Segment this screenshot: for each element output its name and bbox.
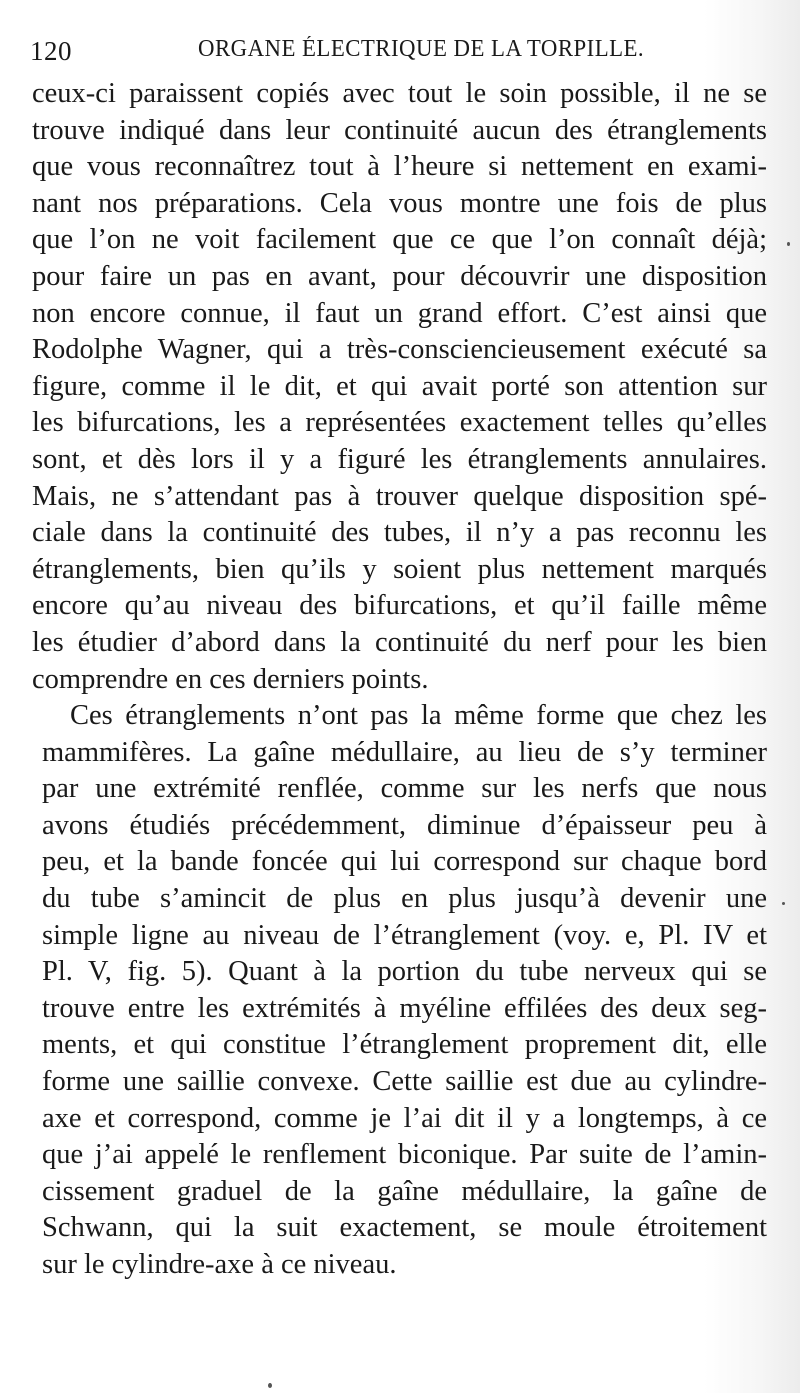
text-line: ments, et qui constitue l’étranglement proprement dit, elle [42,1029,767,1061]
text-line: que l’on ne voit facilement que ce que l’on connaît déjà; [32,224,767,256]
text-line: ceux-ci paraissent copiés avec tout le soin possible, il ne se [32,78,767,109]
text-line: Ces étranglements n’ont pas la même forme que chez les [70,700,767,732]
paragraph-1 [32,76,767,698]
text-line: les bifurcations, les a représentées exactement telles qu’elles [32,407,767,439]
text-line: du tube s’amincit de plus en plus jusqu’à devenir une [42,883,767,915]
page-number: 120 [30,36,72,66]
text-line: peu, et la bande foncée qui lui correspond sur chaque bord [42,846,767,878]
text-line: nant nos préparations. Cela vous montre une fois de plus [32,187,767,219]
paragraph-2 [32,698,767,1284]
text-line: mammifères. La gaîne médullaire, au lieu de s’y terminer [42,736,767,768]
text-line: comprendre en ces derniers points. [32,663,429,695]
text-line: avons étudiés précédemment, diminue d’épaisseur peu à [42,809,767,841]
text-line: Schwann, qui la suit exactement, se moule étroitement [42,1212,767,1244]
text-line: pour faire un pas en avant, pour découvrir une disposition [32,260,767,292]
text-line: cissement graduel de la gaîne médullaire, la gaîne de [42,1175,767,1207]
text-line: trouve indiqué dans leur continuité aucun des étranglements [32,114,767,146]
text-line: Mais, ne s’attendant pas à trouver quelque disposition spé- [32,480,767,512]
text-line: sont, et dès lors il y a figuré les étranglements annulaires. [32,443,767,475]
text-line: sur le cylindre-axe à ce niveau. [42,1249,397,1280]
scan-speck [268,1383,272,1388]
text-line: par une extrémité renflée, comme sur les nerfs que nous [42,773,767,805]
text-line: Rodolphe Wagner, qui a très-consciencieusement exécuté sa [32,334,767,366]
scan-speck [782,902,785,905]
page-header [30,28,770,68]
running-title: ORGANE ÉLECTRIQUE DE LA TORPILLE. [198,36,645,62]
text-line: que j’ai appelé le renflement biconique. Par suite de l’amin- [42,1139,767,1171]
text-line: forme une saillie convexe. Cette saillie est due au cylindre- [42,1066,767,1098]
text-line: trouve entre les extrémités à myéline effilées des deux seg- [42,992,767,1024]
text-line: ciale dans la continuité des tubes, il n’y a pas reconnu les [32,517,767,549]
text-line: simple ligne au niveau de l’étranglement (voy. e, Pl. IV et [42,919,767,951]
text-line: Pl. V, fig. 5). Quant à la portion du tube nerveux qui se [42,956,767,988]
text-line: étranglements, bien qu’ils y soient plus nettement marqués [32,553,767,585]
text-line: les étudier d’abord dans la continuité du nerf pour les bien [32,626,767,658]
text-line: figure, comme il le dit, et qui avait porté son attention sur [32,370,767,402]
text-line: encore qu’au niveau des bifurcations, et qu’il faille même [32,590,767,622]
scan-speck [787,242,790,246]
text-line: que vous reconnaîtrez tout à l’heure si nettement en exami- [32,151,767,183]
body-text [32,76,767,1284]
text-line: non encore connue, il faut un grand effort. C’est ainsi que [32,297,767,329]
text-line: axe et correspond, comme je l’ai dit il y a longtemps, à ce [42,1102,767,1134]
